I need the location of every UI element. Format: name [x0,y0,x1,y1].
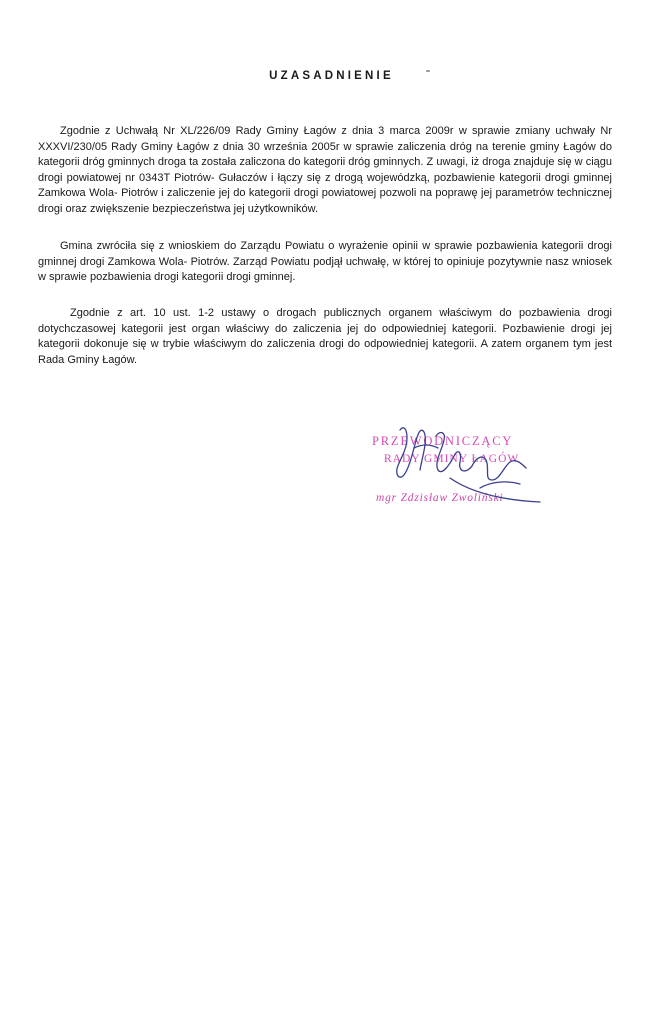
handwritten-signature [380,418,550,518]
stamp-title: PRZEWODNICZĄCY [372,434,514,448]
stamp-organization: RADY GMINY ŁAGÓW [384,453,520,465]
paragraph-3: Zgodnie z art. 10 ust. 1-2 ustawy o drogach publicznych organem właściwym do pozbawienia drogi dotychczasowej kategorii jest organ właściwy do zaliczenia jej do odpowiedniej kategorii. Pozbawienie drogi jej kategorii dokonuje się w trybie właściwym do zaliczenia drogi do odpowiedniej kategorii. A zatem organem tym jest Rada Gminy Łagów. [38,307,612,366]
stamp-name: mgr Zdzisław Zwoliński [376,492,504,504]
paragraph-1: Zgodnie z Uchwałą Nr XL/226/09 Rady Gminy Łagów z dnia 3 marca 2009r w sprawie zmiany uchwały Nr XXXVI/230/05 Rady Gminy Łagów z dnia 30 września 2005r w sprawie zaliczenia dróg na terenie gminy Łagów do kategorii dróg gminnych droga ta została zaliczona do kategorii dróg gminnych. Z uwagi, iż droga znajduje się w ciągu drogi powiatowej nr 0343T Piotrów- Gułaczów i łączy się z drogą wojewódzką, pozbawienie kategorii drogi gminnej Zamkowa Wola- Piotrów i zaliczenie jej do kategorii drogi powiatowej pozwoli na poprawę jej parametrów technicznej drogi oraz zwiększenie bezpieczeństwa jej użytkowników. [38,125,612,215]
paragraph-2: Gmina zwróciła się z wnioskiem do Zarządu Powiatu o wyrażenie opinii w sprawie pozbawienia kategorii drogi gminnej drogi Zamkowa Wola- Piotrów. Zarząd Powiatu podjął uchwałę, w której to opiniuje pozytywnie nasz wniosek w sprawie pozbawienia drogi kategorii drogi gminnej. [38,240,612,284]
document-title: UZASADNIENIE [269,70,394,82]
